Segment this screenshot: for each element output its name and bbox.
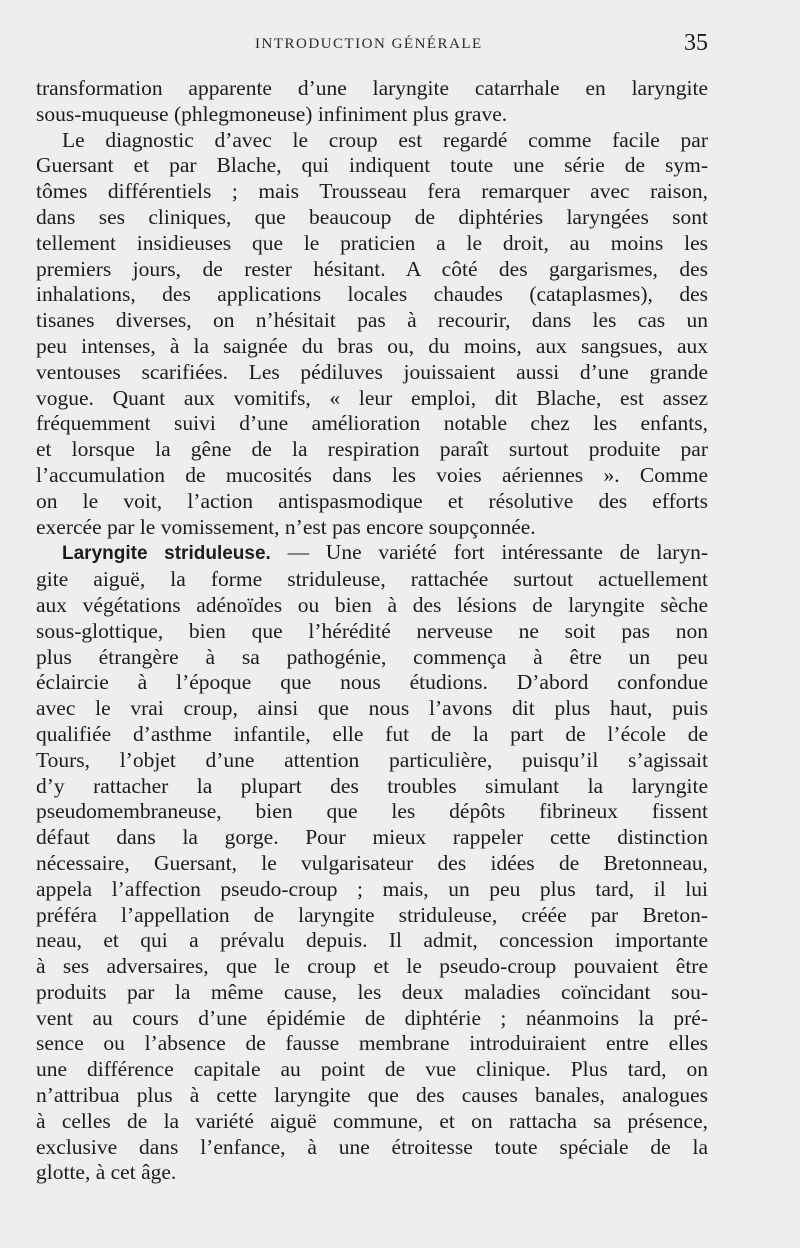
text-line: premiers jours, de rester hésitant. A côté des gargarismes, des [36,256,708,281]
page-header [0,30,800,60]
text-line: nécessaire, Guersant, le vulgarisateur des idées de Bretonneau, [36,850,708,875]
text-line: Guersant et par Blache, qui indiquent toute une série de sym- [36,153,708,178]
text-line: d’y rattacher la plupart des troubles simulant la laryngite [36,773,708,798]
text-line: pseudomembraneuse, bien que les dépôts fibrineux fissent [36,799,708,824]
text-line: appela l’affection pseudo-croup ; mais, un peu plus tard, il lui [36,876,708,901]
text-line: vogue. Quant aux vomitifs, « leur emploi, dit Blache, est assez [36,385,708,410]
text-line: ventouses scarifiées. Les pédiluves jouissaient aussi d’une grande [36,359,708,384]
section-first-line [36,540,708,567]
text-line: tisanes diverses, on n’hésitait pas à recourir, dans les cas un [36,308,708,333]
text-line: Le diagnostic d’avec le croup est regardé comme facile par [62,127,708,152]
text-line: Tours, l’objet d’une attention particulière, puisqu’il s’agissait [36,747,708,772]
text-line: on le voit, l’action antispasmodique et résolutive des efforts [36,488,708,513]
section-heading: Laryngite striduleuse. [62,543,271,565]
text-line: sous-glottique, bien que l’hérédité nerveuse ne soit pas non [36,618,708,643]
text-line: gite aiguë, la forme striduleuse, rattachée surtout actuellement [36,567,708,592]
page-number: 35 [684,30,708,56]
text-line: fréquemment suivi d’une amélioration notable chez les enfants, [36,411,708,436]
text-line: sence ou l’absence de fausse membrane introduiraient entre elles [36,1031,708,1056]
text-line: l’accumulation de mucosités dans les voies aériennes ». Comme [36,462,708,487]
body-text [36,76,708,1186]
text-line: défaut dans la gorge. Pour mieux rappeler cette distinction [36,825,708,850]
text-line: préféra l’appellation de laryngite striduleuse, créée par Breton- [36,902,708,927]
text-line: plus étrangère à sa pathogénie, commença à être un peu [36,644,708,669]
text-line: à celles de la variété aiguë commune, et on rattacha sa présence, [36,1108,708,1133]
text-line: glotte, à cet âge. [36,1160,177,1185]
text-line: produits par la même cause, les deux maladies coïncidant sou- [36,979,708,1004]
text-line: peu intenses, à la saignée du bras ou, du moins, aux sangsues, aux [36,333,708,358]
text-line: avec le vrai croup, ainsi que nous l’avons dit plus haut, puis [36,696,708,721]
text-line: qualifiée d’asthme infantile, elle fut de la part de l’école de [36,721,708,746]
text-line: exclusive dans l’enfance, à une étroitesse toute spéciale de la [36,1134,708,1159]
text-line: tômes différentiels ; mais Trousseau fera remarquer avec raison, [36,179,708,204]
text-line: éclaircie à l’époque que nous étudions. D’abord confondue [36,670,708,695]
text-line: neau, et qui a prévalu depuis. Il admit, concession importante [36,928,708,953]
text-line: n’attribua plus à cette laryngite que des causes banales, analogues [36,1083,708,1108]
text-line: une différence capitale au point de vue clinique. Plus tard, on [36,1057,708,1082]
text-line: inhalations, des applications locales chaudes (cataplasmes), des [36,282,708,307]
text-line: aux végétations adénoïdes ou bien à des lésions de laryngite sèche [36,592,708,617]
text-line: sous-muqueuse (phlegmoneuse) infiniment plus grave. [36,101,508,126]
text-line: — Une variété fort intéressante de laryn- [287,540,708,565]
text-line: exercée par le vomissement, n’est pas encore soupçonnée. [36,514,536,539]
running-head: INTRODUCTION GÉNÉRALE [255,36,483,52]
text-line: dans ses cliniques, que beaucoup de diphtéries laryngées sont [36,204,708,229]
text-line: tellement insidieuses que le praticien a le droit, au moins les [36,230,708,255]
text-line: et lorsque la gêne de la respiration paraît surtout produite par [36,437,708,462]
text-line: transformation apparente d’une laryngite catarrhale en laryngite [36,76,708,100]
text-line: vent au cours d’une épidémie de diphtérie ; néanmoins la pré- [36,1005,708,1030]
text-line: à ses adversaires, que le croup et le pseudo-croup pouvaient être [36,954,708,979]
